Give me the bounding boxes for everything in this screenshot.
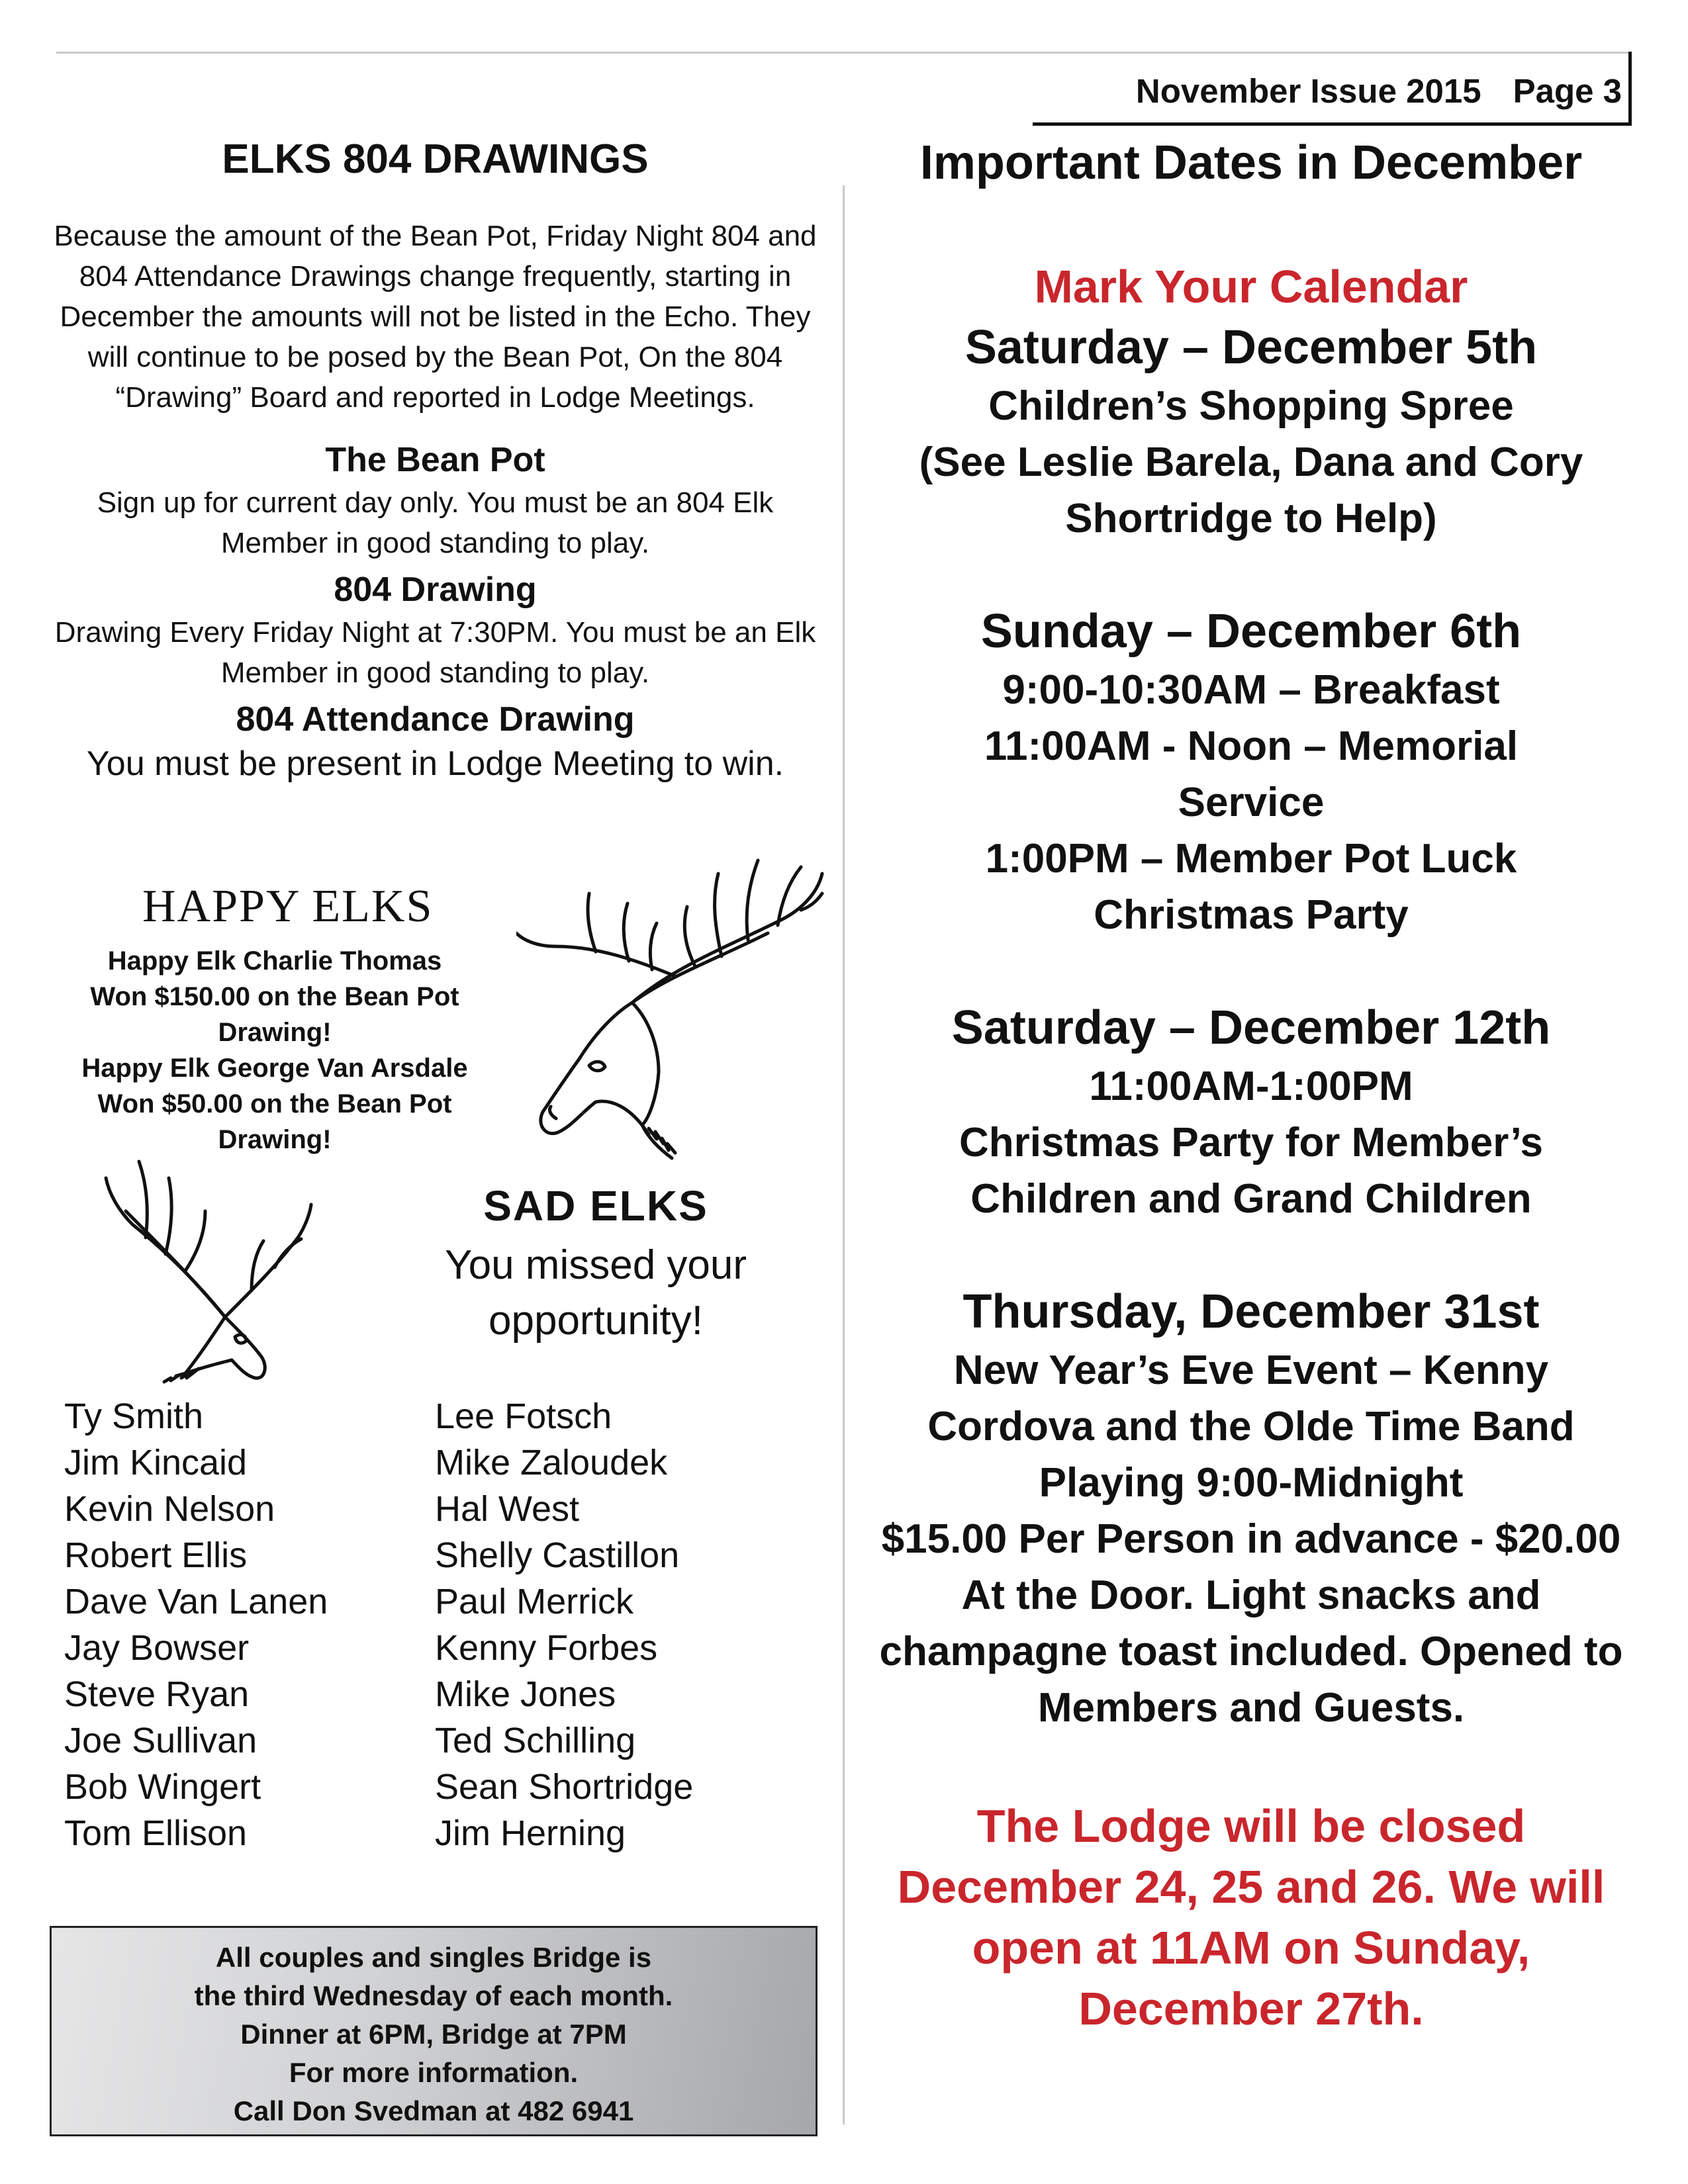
right-column xyxy=(861,136,1642,2039)
event-detail: 11:00AM - Noon – Memorial Service xyxy=(984,723,1519,825)
list-item: Mike Jones xyxy=(435,1674,616,1714)
happy-line: Happy Elk George Van Arsdale xyxy=(81,1054,468,1083)
drawings-title: ELKS 804 DRAWINGS xyxy=(222,136,649,182)
event-date: Saturday – December 12th xyxy=(951,1001,1551,1054)
sad-elks-names-right xyxy=(435,1393,693,1856)
attendance-text: You must be present in Lodge Meeting to win. xyxy=(86,745,784,783)
elk-head-illustration xyxy=(99,1138,318,1390)
sad-elks-title: SAD ELKS xyxy=(483,1182,708,1230)
sad-elks-names-left xyxy=(64,1393,328,1856)
event-detail: New Year’s Eve Event – Kenny Cordova and the Olde Time Band Playing 9:00-Midnight xyxy=(927,1347,1575,1506)
left-column xyxy=(53,129,818,786)
drawings-intro: Because the amount of the Bean Pot, Friday Night 804 and 804 Attendance Drawings change frequently, starting in December the amounts will not be listed in the Echo. They will continue to be posed by the Bean Pot, On the 804 “Drawing” Board and reported in Lodge Meetings. xyxy=(54,220,817,414)
list-item: Hal West xyxy=(435,1489,580,1529)
sad-elks-text: You missed your opportunity! xyxy=(444,1242,747,1343)
event-date: Thursday, December 31st xyxy=(962,1285,1540,1338)
bean-pot-heading: The Bean Pot xyxy=(325,441,545,479)
bridge-info-box xyxy=(50,1926,818,2136)
list-item: Ty Smith xyxy=(64,1396,204,1436)
bridge-line: Dinner at 6PM, Bridge at 7PM xyxy=(240,2019,627,2050)
happy-line: Drawing! xyxy=(218,1125,332,1154)
list-item: Tom Ellison xyxy=(64,1813,248,1853)
drawing-804-heading: 804 Drawing xyxy=(334,570,537,609)
event-detail: 1:00PM – Member Pot Luck Christmas Party xyxy=(985,836,1517,938)
list-item: Ted Schilling xyxy=(435,1721,636,1760)
bridge-line: All couples and singles Bridge is xyxy=(215,1942,652,1973)
bean-pot-text: Sign up for current day only. You must be an 804 Elk Member in good standing to play. xyxy=(97,486,774,559)
event-detail: 11:00AM-1:00PM xyxy=(1089,1064,1413,1109)
event-detail: $15.00 Per Person in advance - $20.00 At the Door. Light snacks and champagne toast included. Opened to Members and Guests. xyxy=(879,1516,1623,1731)
important-dates-title: Important Dates in December xyxy=(919,136,1583,189)
happy-elks-text xyxy=(63,943,487,1158)
list-item: Paul Merrick xyxy=(435,1582,634,1621)
list-item: Lee Fotsch xyxy=(435,1396,612,1436)
list-item: Jim Kincaid xyxy=(64,1443,248,1482)
list-item: Robert Ellis xyxy=(64,1535,248,1575)
event-date: Sunday – December 6th xyxy=(980,605,1522,658)
event-date: Saturday – December 5th xyxy=(964,321,1538,374)
drawing-804-text: Drawing Every Friday Night at 7:30PM. You must be an Elk Member in good standing to play. xyxy=(54,616,816,689)
happy-line: Won $50.00 on the Bean Pot xyxy=(97,1089,452,1118)
event-detail: (See Leslie Barela, Dana and Cory Shortridge to Help) xyxy=(919,439,1583,541)
bridge-line: the third Wednesday of each month. xyxy=(194,1980,673,2011)
event-detail: 9:00-10:30AM – Breakfast xyxy=(1002,667,1500,713)
list-item: Steve Ryan xyxy=(64,1674,250,1714)
list-item: Jay Bowser xyxy=(64,1628,250,1668)
list-item: Kenny Forbes xyxy=(435,1628,658,1668)
list-item: Dave Van Lanen xyxy=(64,1582,328,1621)
list-item: Jim Herning xyxy=(435,1813,626,1853)
happy-line: Happy Elk Charlie Thomas xyxy=(107,946,442,976)
happy-line: Won $150.00 on the Bean Pot xyxy=(90,982,459,1011)
page-number: Page 3 xyxy=(1513,72,1622,110)
mark-calendar-heading: Mark Your Calendar xyxy=(1034,261,1468,312)
attendance-heading: 804 Attendance Drawing xyxy=(236,700,635,739)
bridge-line: Call Don Svedman at 482 6941 xyxy=(233,2095,634,2126)
list-item: Shelly Castillon xyxy=(435,1535,680,1575)
list-item: Joe Sullivan xyxy=(64,1721,258,1760)
issue-header xyxy=(1136,71,1622,111)
event-detail: Children’s Shopping Spree xyxy=(988,383,1514,429)
list-item: Kevin Nelson xyxy=(64,1489,275,1529)
lodge-closed-notice: The Lodge will be closed December 24, 25 and 26. We will open at 11AM on Sunday, December 27th. xyxy=(897,1800,1605,2034)
list-item: Mike Zaloudek xyxy=(435,1443,668,1482)
list-item: Sean Shortridge xyxy=(435,1767,694,1807)
bridge-line: For more information. xyxy=(289,2057,579,2088)
column-divider xyxy=(843,185,845,2124)
issue-label: November Issue 2015 xyxy=(1135,72,1481,110)
elk-head-illustration xyxy=(516,847,827,1178)
event-detail: Christmas Party for Member’s Children and Grand Children xyxy=(959,1120,1544,1222)
happy-elks-title: HAPPY ELKS xyxy=(142,881,434,932)
list-item: Bob Wingert xyxy=(64,1767,261,1807)
happy-line: Drawing! xyxy=(218,1018,332,1047)
